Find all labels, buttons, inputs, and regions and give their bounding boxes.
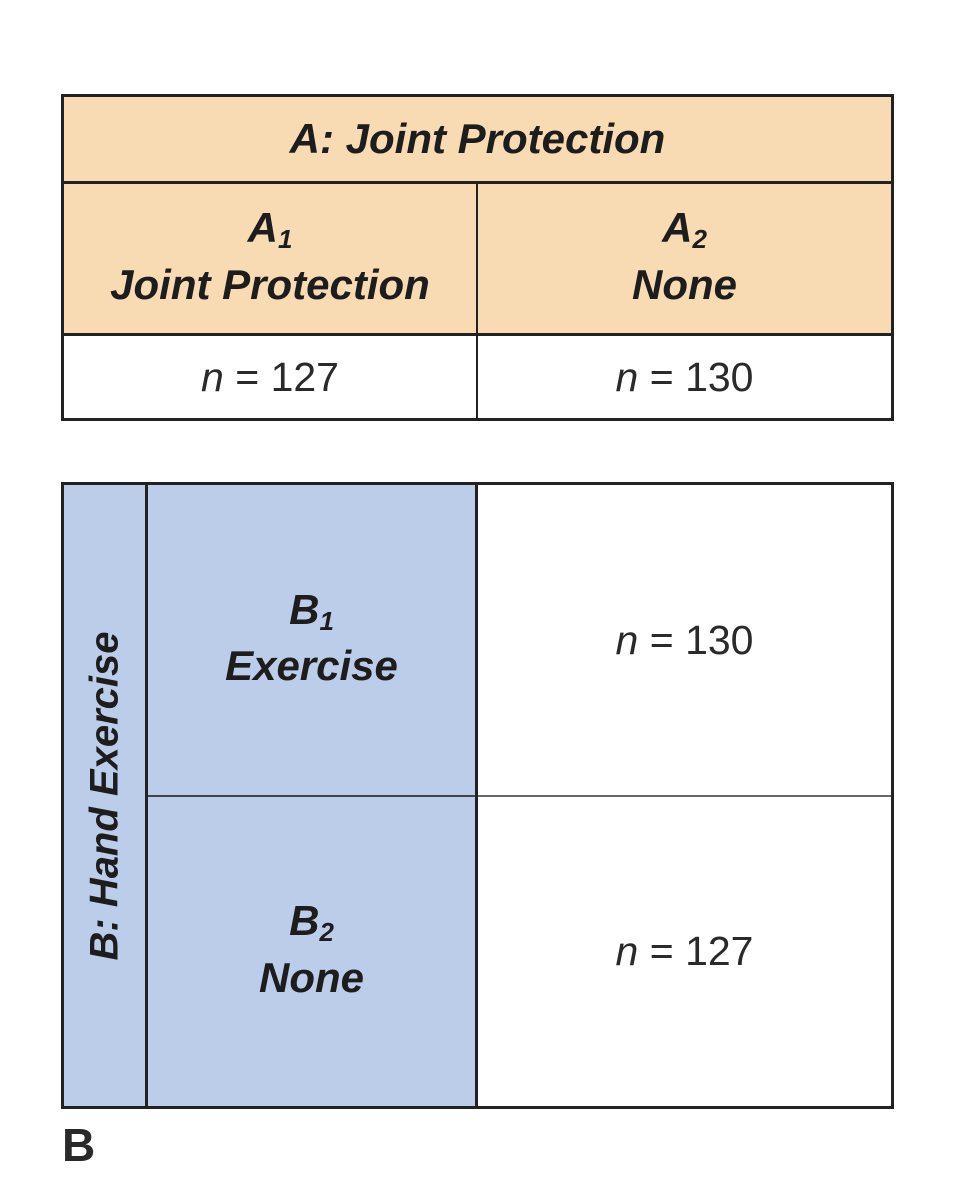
table-joint-protection — [61, 94, 894, 421]
level-b1-code: $B_1$ — [289, 585, 334, 636]
factor-b-counts-column — [478, 485, 891, 1106]
factor-b-title: B: Hand Exercise — [82, 630, 126, 961]
level-b2-cell — [148, 797, 475, 1106]
level-b2-name: None — [259, 953, 364, 1001]
level-b1-name: Exercise — [225, 642, 398, 690]
count-b2: n = 127 — [615, 928, 754, 974]
count-a1-cell — [64, 336, 478, 418]
count-b1: n = 130 — [615, 616, 754, 663]
factor-a-title-text: A: Joint Protection — [289, 115, 666, 162]
factor-a-counts-row — [64, 336, 891, 418]
factor-a-title — [64, 97, 891, 184]
count-b1-cell — [478, 485, 891, 797]
factor-a-levels-row — [64, 184, 891, 336]
level-a1-cell — [64, 184, 478, 333]
level-a1-name: Joint Protection — [110, 260, 430, 308]
level-a2-cell — [478, 184, 891, 333]
count-a2: n = 130 — [615, 353, 754, 400]
panel-label: B — [62, 1119, 96, 1171]
count-a2-cell — [478, 336, 891, 418]
level-b2-code: $B_2$ — [289, 897, 334, 948]
level-a1-code: $A_1$ — [247, 204, 293, 255]
count-a1: n = 127 — [201, 353, 339, 400]
level-a2-code: $A_2$ — [662, 204, 707, 255]
factor-b-levels-column — [148, 485, 478, 1106]
factor-b-title-cell — [64, 485, 148, 1106]
table-hand-exercise — [61, 482, 894, 1109]
level-b1-cell — [148, 485, 475, 797]
level-a2-name: None — [632, 260, 737, 308]
count-b2-cell — [478, 797, 891, 1106]
